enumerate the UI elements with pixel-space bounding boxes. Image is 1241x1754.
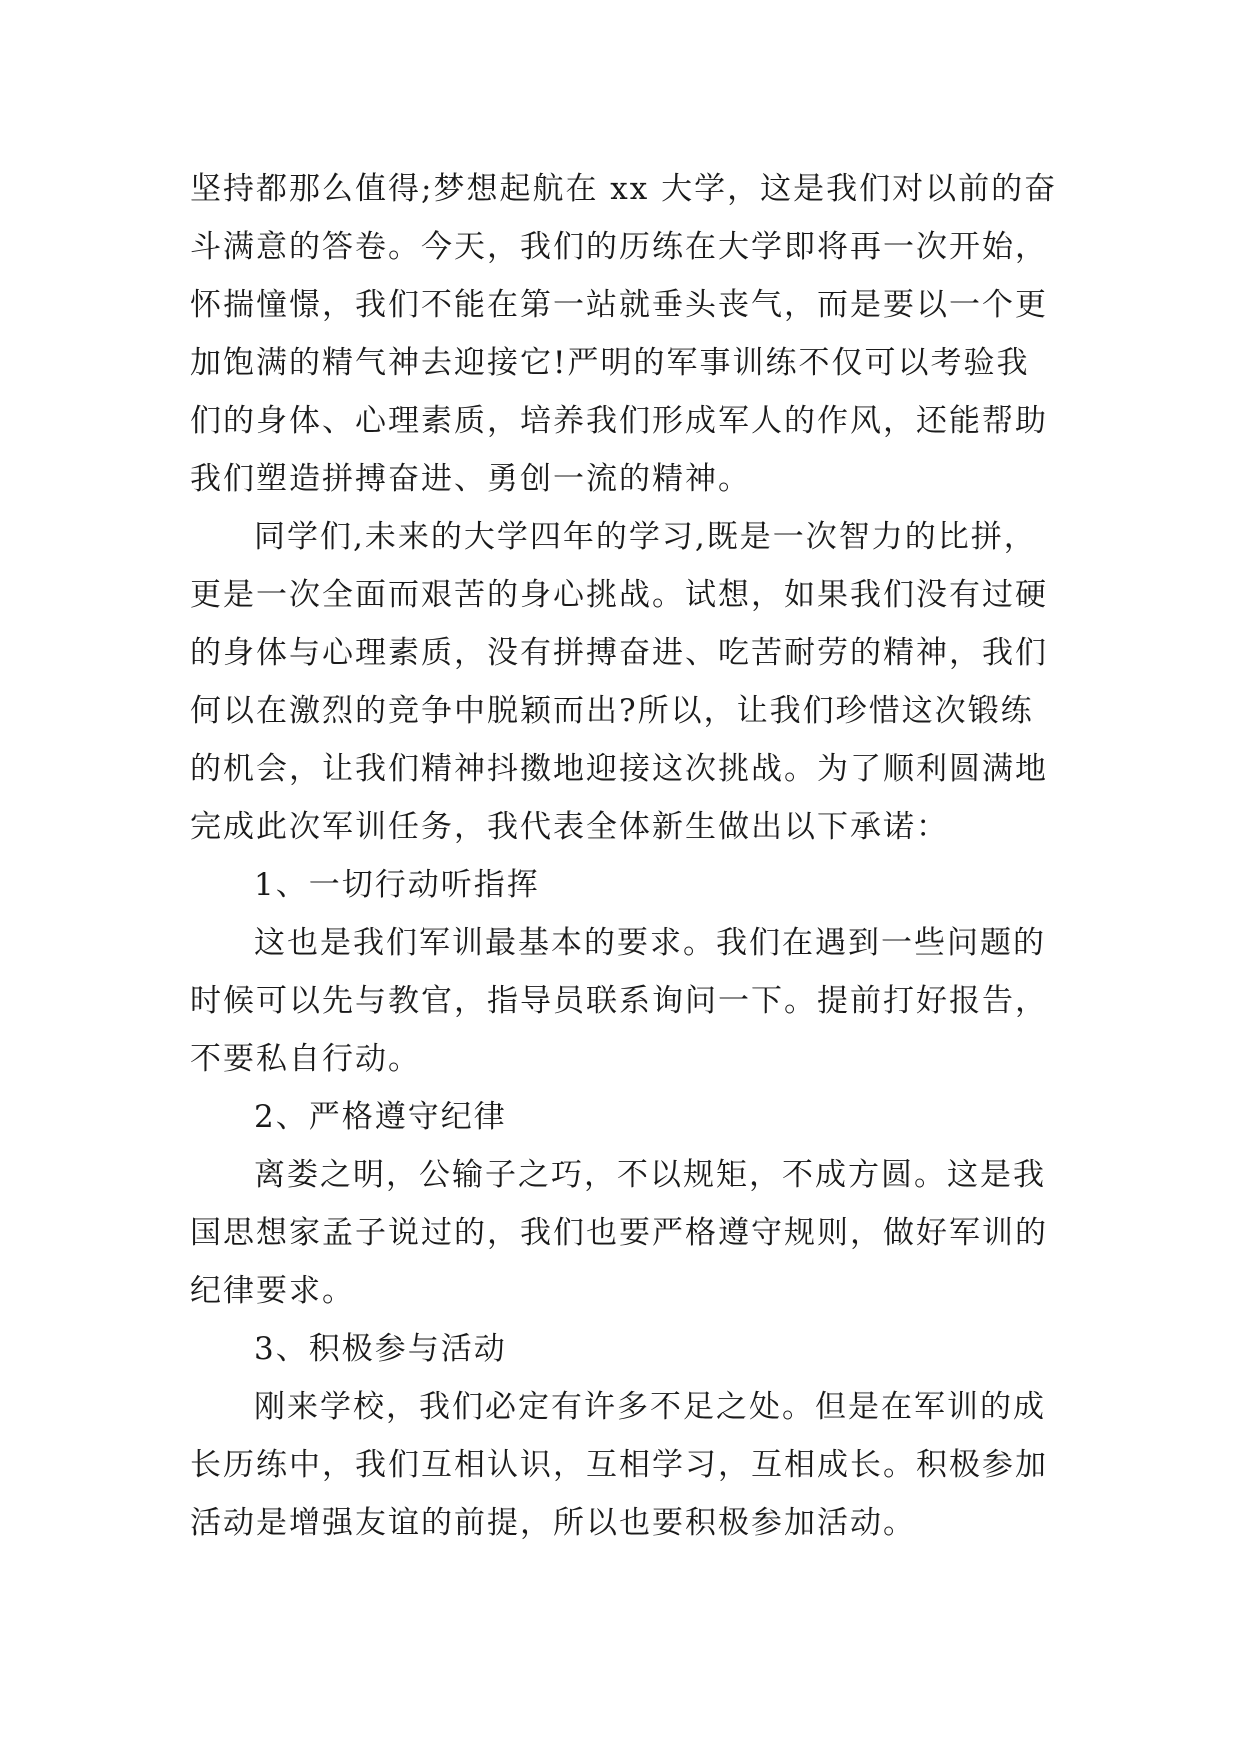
text-line-6: 我们塑造拼搏奋进、勇创一流的精神。 bbox=[190, 461, 751, 497]
text-line-11: 的机会，让我们精神抖擞地迎接这次挑战。为了顺利圆满地 bbox=[190, 751, 1048, 787]
text-line-22: 刚来学校，我们必定有许多不足之处。但是在军训的成 bbox=[254, 1389, 1046, 1425]
document-body bbox=[190, 160, 1060, 1552]
text-line-23: 长历练中，我们互相认识，互相学习，互相成长。积极参加 bbox=[190, 1447, 1048, 1483]
text-line-5: 们的身体、心理素质，培养我们形成军人的作风，还能帮助 bbox=[190, 403, 1048, 439]
text-line-9: 的身体与心理素质，没有拼搏奋进、吃苦耐劳的精神，我们 bbox=[190, 635, 1048, 671]
text-line-12: 完成此次军训任务，我代表全体新生做出以下承诺： bbox=[190, 809, 949, 845]
list-heading-1: 1、一切行动听指挥 bbox=[254, 867, 540, 903]
text-line-20: 纪律要求。 bbox=[190, 1273, 355, 1309]
text-line-15: 时候可以先与教官，指导员联系询问一下。提前打好报告， bbox=[190, 983, 1048, 1019]
text-line-4: 加饱满的精气神去迎接它!严明的军事训练不仅可以考验我 bbox=[190, 345, 1030, 381]
text-line-7: 同学们,未来的大学四年的学习,既是一次智力的比拼， bbox=[254, 519, 1037, 555]
list-heading-3: 3、积极参与活动 bbox=[254, 1331, 507, 1367]
text-line-19: 国思想家孟子说过的，我们也要严格遵守规则，做好军训的 bbox=[190, 1215, 1048, 1251]
text-line-14: 这也是我们军训最基本的要求。我们在遇到一些问题的 bbox=[254, 925, 1046, 961]
text-line-16: 不要私自行动。 bbox=[190, 1041, 421, 1077]
text-line-18: 离娄之明，公输子之巧，不以规矩，不成方圆。这是我 bbox=[254, 1157, 1046, 1193]
text-line-1: 坚持都那么值得;梦想起航在 xx 大学，这是我们对以前的奋 bbox=[190, 171, 1058, 207]
text-line-10: 何以在激烈的竞争中脱颖而出?所以，让我们珍惜这次锻练 bbox=[190, 693, 1034, 729]
text-line-24: 活动是增强友谊的前提，所以也要积极参加活动。 bbox=[190, 1505, 916, 1541]
text-line-2: 斗满意的答卷。今天，我们的历练在大学即将再一次开始， bbox=[190, 229, 1048, 265]
text-line-8: 更是一次全面而艰苦的身心挑战。试想，如果我们没有过硬 bbox=[190, 577, 1048, 613]
text-line-3: 怀揣憧憬，我们不能在第一站就垂头丧气，而是要以一个更 bbox=[190, 287, 1048, 323]
list-heading-2: 2、严格遵守纪律 bbox=[254, 1099, 507, 1135]
